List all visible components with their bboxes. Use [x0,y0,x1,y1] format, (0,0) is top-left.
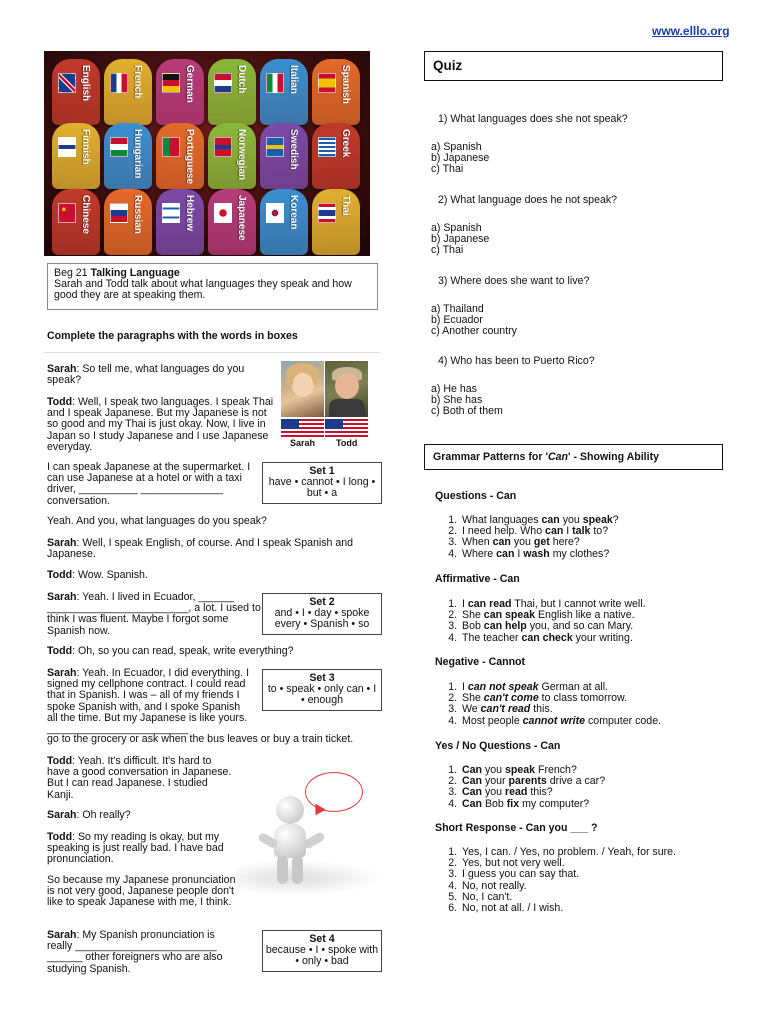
language-label: Dutch [236,65,247,94]
language-tab [208,189,256,255]
word-set-box: Set 1 have • cannot • I long • but • a [262,462,382,504]
quiz-options: a) Spanish b) Japanese c) Thai [431,222,490,257]
grammar-heading: Yes / No Questions - Can [435,740,561,752]
divider [44,352,380,353]
language-label: Hebrew [184,195,195,232]
word-set-box: Set 4 because • I • spoke with • only • bad [262,930,382,972]
language-tab [260,123,308,189]
grammar-example: 4. Can Bob fix my computer? [460,799,605,810]
language-tab [208,123,256,189]
grammar-example: 2. She can't come to class tomorrow. [460,693,661,704]
language-tab [312,123,360,189]
flag-icon [214,73,232,93]
figure-body [274,824,306,858]
dialogue-paragraph: Todd: Oh, so you can read, speak, write everything? [47,645,294,657]
grammar-list [444,765,605,810]
language-label: Finnish [80,129,91,165]
grammar-heading: Negative - Cannot [435,656,526,668]
quiz-title: Quiz [424,51,723,81]
language-label: Thai [340,195,351,216]
todd-photo [325,361,368,417]
figure-leg [277,856,288,884]
quiz-question: 3) Where does she want to live? [438,275,590,287]
dialogue-paragraph: Sarah: Oh really? [47,809,131,821]
dialogue-paragraph: Sarah: My Spanish pronunciation is really ________________________ ______ other foreigners who are also studying Spanish. [47,929,223,975]
language-tab [156,189,204,255]
flag-icon [266,203,284,223]
language-banner [44,51,370,256]
dialogue-paragraph: Todd: So my reading is okay, but my speaking is just really bad. I have bad pronunciation. [47,831,224,866]
quiz-options: a) He has b) She has c) Both of them [431,383,503,418]
site-link[interactable]: www.elllo.org [652,24,730,38]
language-label: Spanish [340,65,351,104]
figure-shadow [236,860,384,896]
lesson-title-box [47,263,378,310]
quiz-question: 1) What languages does she not speak? [438,113,628,125]
flag-icon [58,137,76,157]
language-tab [52,123,100,189]
grammar-example: 4. Most people cannot write computer code. [460,716,661,727]
grammar-list [444,515,619,560]
lesson-code: Beg 21 [54,267,88,279]
figure-leg [292,856,303,884]
us-flag-icon [325,419,368,437]
grammar-example: 3. When can you get here? [460,537,619,548]
language-label: Portuguese [184,129,195,185]
sarah-photo [281,361,324,417]
figure-head [276,796,304,824]
lesson-summary: Sarah and Todd talk about what languages they speak and how good they are at speaking them. [54,278,352,302]
dialogue-paragraph: go to the grocery or ask when the bus leaves or buy a train ticket. [47,733,354,745]
flag-icon [162,73,180,93]
language-tab [312,59,360,125]
flag-icon [110,73,128,93]
language-label: Korean [288,195,299,230]
language-label: German [184,65,195,103]
dialogue-paragraph: Sarah: Well, I speak English, of course. And I speak Spanish and Japanese. [47,537,354,561]
flag-icon [318,203,336,223]
grammar-list [444,682,661,727]
grammar-example: 3. Bob can help you, and so can Mary. [460,621,646,632]
language-label: Norwegian [236,129,247,181]
dialogue-paragraph: Yeah. And you, what languages do you speak? [47,515,267,527]
grammar-example: 1. I can not speak German at all. [460,682,661,693]
flag-icon [58,73,76,93]
language-tab [156,123,204,189]
language-label: French [132,65,143,99]
quiz-options: a) Spanish b) Japanese c) Thai [431,141,490,176]
language-label: Chinese [80,195,91,234]
grammar-example: 1. Yes, I can. / Yes, no problem. / Yeah, for sure. [460,847,676,858]
dialogue-paragraph: Sarah: Yeah. I lived in Ecuador, ______ ________________________, a lot. I used to think I was fluent. Maybe I forgot some Spanish now. [47,591,261,637]
grammar-example: 4. The teacher can check your writing. [460,633,646,644]
grammar-example: 6. No, not at all. / I wish. [460,903,676,914]
grammar-example: 1. Can you speak French? [460,765,605,776]
language-tab [104,59,152,125]
grammar-example: 2. Yes, but not very well. [460,858,676,869]
language-tab [52,189,100,255]
grammar-heading: Questions - Can [435,490,517,502]
language-label: Russian [132,195,143,234]
language-tab [156,59,204,125]
flag-icon [214,137,232,157]
dialogue-paragraph: Sarah: So tell me, what languages do you speak? [47,363,245,387]
grammar-example: 1. What languages can you speak? [460,515,619,526]
dialogue-paragraph: Todd: Wow. Spanish. [47,569,148,581]
lesson-title: Talking Language [90,267,180,279]
quiz-question: 2) What language does he not speak? [438,194,618,206]
flag-icon [266,137,284,157]
grammar-title: Grammar Patterns for 'Can' - Showing Ability [424,444,723,470]
grammar-example: 1. I can read Thai, but I cannot write well. [460,599,646,610]
language-label: Greek [340,129,351,158]
language-tab [260,59,308,125]
grammar-example: 2. Can your parents drive a car? [460,776,605,787]
language-label: Italian [288,65,299,94]
language-tab [260,189,308,255]
grammar-example: 4. No, not really. [460,881,676,892]
photo-caption: Todd [336,438,358,448]
grammar-heading: Short Response - Can you ___ ? [435,822,598,834]
language-tab [312,189,360,255]
flag-icon [58,203,76,223]
language-label: Swedish [288,129,299,170]
flag-icon [266,73,284,93]
word-set-box: Set 2 and • I • day • spoke every • Spanish • so [262,593,382,635]
language-label: Hungarian [132,129,143,179]
flag-icon [214,203,232,223]
dialogue-paragraph: I can speak Japanese at the supermarket. I can use Japanese at a hotel or with a taxi driver, __________ ______________ conversation. [47,461,251,507]
dialogue-paragraph: Sarah: Yeah. In Ecuador, I did everything. I signed my cellphone contract. I could read that in Spanish. I was – all of my friends I spoke Spanish with, and I spoke Spanish all the time. But my Japanese is like yours. ________________________ [47,667,250,736]
quiz-options: a) Thailand b) Ecuador c) Another country [431,303,517,338]
dialogue-paragraph: So because my Japanese pronunciation is not very good, Japanese people don't like to speak Japanese with me, I think. [47,874,236,909]
grammar-example: 3. We can't read this. [460,704,661,715]
grammar-example: 3. I guess you can say that. [460,869,676,880]
grammar-example: 2. She can speak English like a native. [460,610,646,621]
grammar-list [444,599,646,644]
flag-icon [318,73,336,93]
photo-caption: Sarah [290,438,316,448]
flag-icon [162,203,180,223]
grammar-example: 5. No, I can't. [460,892,676,903]
word-set-box: Set 3 to • speak • only can • I • enough [262,669,382,711]
language-tab [208,59,256,125]
language-tab [52,59,100,125]
quiz-question: 4) Who has been to Puerto Rico? [438,355,595,367]
grammar-example: 4. Where can I wash my clothes? [460,549,619,560]
language-tab [104,189,152,255]
language-label: English [80,65,91,102]
grammar-heading: Affirmative - Can [435,573,520,585]
us-flag-icon [281,419,324,437]
dialogue-paragraph: Todd: Well, I speak two languages. I speak Thai and I speak Japanese. But my Japanese is not so good and my Thai is just okay. Now, I live in Japan so I study Japanese and I use Japanese everyday. [47,396,274,453]
grammar-example: 3. Can you read this? [460,787,605,798]
language-label: Japanese [236,195,247,241]
instructions: Complete the paragraphs with the words in boxes [47,330,298,342]
grammar-example: 2. I need help. Who can I talk to? [460,526,619,537]
flag-icon [110,203,128,223]
flag-icon [318,137,336,157]
flag-icon [110,137,128,157]
flag-icon [162,137,180,157]
grammar-list [444,847,676,914]
dialogue-paragraph: Todd: Yeah. It's difficult. It's hard to have a good conversation in Japanese. But I can read Japanese. I studied Kanji. [47,755,232,801]
language-tab [104,123,152,189]
